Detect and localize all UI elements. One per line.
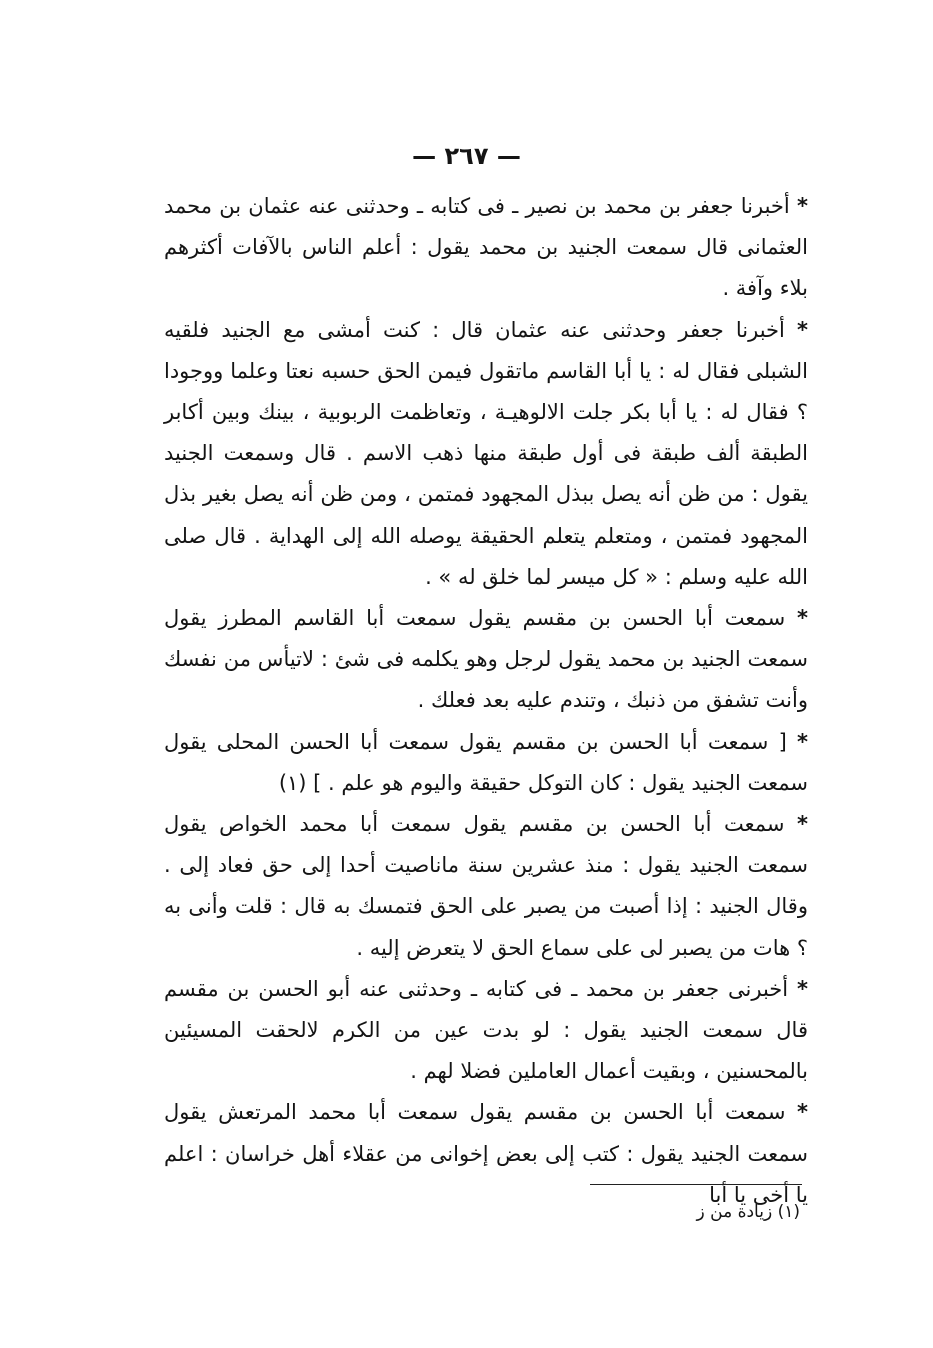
paragraph-text: [ سمعت أبا الحسن بن مقسم يقول سمعت أبا الحسن المحلى يقول سمعت الجنيد يقول : كان التوكل حقيقة واليوم هو علم . ] (١) [164,729,808,795]
paragraph-text: أخبرنى جعفر بن محمد ـ فى كتابه ـ وحدثنى عنه أبو الحسن بن مقسم قال سمعت الجنيد يقول : لو بدت عين من الكرم لالحقت المسيئين بالمحسنين ، وبقيت أعمال العاملين فضلا لهم . [164,976,808,1084]
paragraph-marker: * [797,317,808,342]
footnote-divider [590,1184,802,1185]
page-body [164,186,808,1216]
paragraph-5 [164,804,808,969]
paragraph-4 [164,722,808,804]
paragraph-marker: * [797,729,808,754]
paragraph-marker: * [797,812,808,837]
paragraph-text: سمعت أبا الحسن بن مقسم يقول سمعت أبا القاسم المطرز يقول سمعت الجنيد بن محمد يقول لرجل وهو يكلمه فى شئ : لاتيأس من نفسك وأنت تشفق من ذنبك ، وتندم عليه بعد فعلك . [164,606,808,713]
paragraph-marker: * [797,976,808,1001]
paragraph-3 [164,598,808,722]
paragraph-text: سمعت أبا الحسن بن مقسم يقول سمعت أبا محمد المرتعش يقول سمعت الجنيد يقول : كتب إلى بعض إخوانى من عقلاء أهل خراسان : اعلم يا أخى يا أبا [164,1100,808,1207]
paragraph-marker: * [797,1100,808,1125]
footnote-1: (١) زيادة من ز [696,1202,800,1222]
paragraph-text: أخبرنا جعفر وحدثنى عنه عثمان قال : كنت أمشى مع الجنيد فلقيه الشبلى فقال له : يا أبا القاسم ماتقول فيمن الحق حسبه نعتا وعلما ووجودا ؟ فقال له : يا أبا بكر جلت الالوهيـة ، وتعاظمت الربوبية ، بينك وبين أكابر الطبقة ألف طبقة فى أول طبقة منها ذهب الاسم . قال وسمعت الجنيد يقول : من ظن أنه يصل ببذل المجهود فمتمن ، ومن ظن أنه يصل بغير بذل المجهود فمتمن ، ومتعلم يتعلم الحقيقة يوصله الله إلى الهداية . قال صلى الله عليه وسلم : « كل ميسر لما خلق له » . [164,317,808,589]
page-number: — ٢٦٧ — [412,142,521,170]
paragraph-2 [164,310,808,598]
paragraph-text: سمعت أبا الحسن بن مقسم يقول سمعت أبا محمد الخواص يقول سمعت الجنيد يقول : منذ عشرين سنة ماناصيت أحدا إلى حق فعاد إلى . وقال الجنيد : إذا أصبت من يصبر على الحق فتمسك به قال : قلت وأنى به ؟ هات من يصبر لى على سماع الحق لا يتعرض إليه . [164,812,808,960]
paragraph-text: أخبرنا جعفر بن محمد بن نصير ـ فى كتابه ـ وحدثنى عنه عثمان بن محمد العثمانى قال سمعت الجنيد بن محمد يقول : أعلم الناس بالآفات أكثرهم بلاء وآفة . [164,194,808,301]
paragraph-6 [164,969,808,1093]
paragraph-marker: * [797,194,808,218]
paragraph-1 [164,186,808,310]
paragraph-marker: * [797,606,808,631]
